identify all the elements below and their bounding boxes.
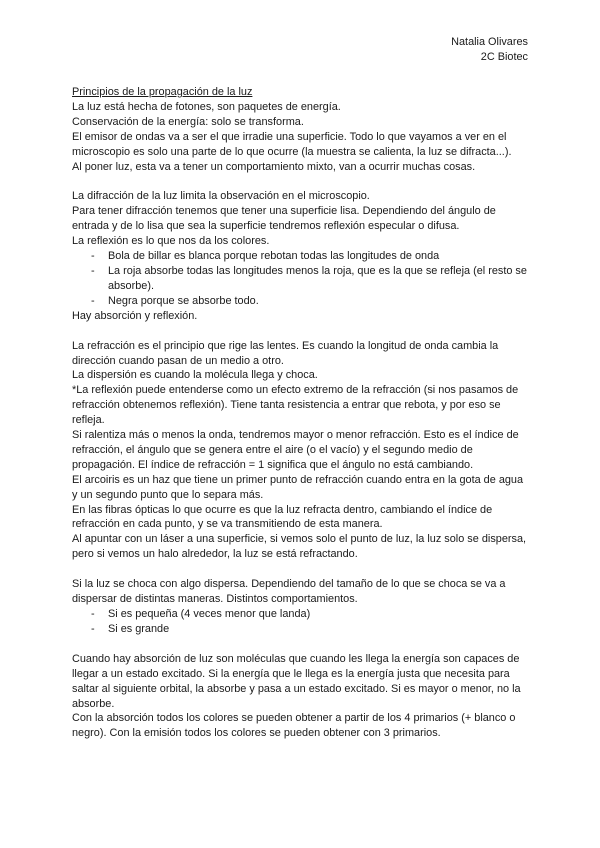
spacer [72, 562, 530, 577]
paragraph: La dispersión es cuando la molécula llega y choca. [72, 369, 318, 382]
paragraph-group-diffraction [72, 189, 530, 323]
list-item: - Bola de billar es blanca porque rebotan todas las longitudes de onda [72, 249, 530, 264]
paragraph: La reflexión es lo que nos da los colores. [72, 235, 270, 248]
spacer [72, 637, 530, 652]
paragraph: Para tener difracción tenemos que tener una superficie lisa. Dependiendo del ángulo de entrada y de lo lisa que sea la superficie tendremos reflexión especular o difusa. [72, 205, 496, 233]
list-item: - La roja absorbe todas las longitudes menos la roja, que es la que se refleja (el resto se absorbe). [72, 264, 530, 294]
spacer [72, 174, 530, 189]
paragraph: La refracción es el principio que rige las lentes. Es cuando la longitud de onda cambia la dirección cuando pasan de un medio a otro. [72, 339, 499, 367]
paragraph: El emisor de ondas va a ser el que irradie una superficie. Todo lo que vayamos a ver en el microscopio es solo una parte de lo que ocurre (la muestra se calienta, la luz se difracta...). [72, 130, 512, 158]
paragraph: Conservación de la energía: solo se transforma. [72, 115, 304, 128]
paragraph: Al poner luz, esta va a tener un comportamiento mixto, van a ocurrir muchas cosas. [72, 160, 476, 173]
document-body [72, 85, 530, 741]
list-item: - Si es grande [72, 622, 530, 637]
paragraph: La difracción de la luz limita la observación en el microscopio. [72, 190, 370, 203]
spacer [72, 324, 530, 339]
paragraph-group-absorption [72, 652, 530, 741]
paragraph: Con la absorción todos los colores se pueden obtener a partir de los 4 primarios (+ blanco o negro). Con la emisión todos los colores se pueden obtener con 3 primarios. [72, 712, 516, 740]
list-item: - Negra porque se absorbe todo. [72, 294, 530, 309]
paragraph: *La reflexión puede entenderse como un efecto extremo de la refracción (si nos pasamos de refracción obtenemos reflexión). Tiene tanta resistencia a entrar que rebota, y por eso se refleja. [72, 384, 519, 427]
size-list [72, 607, 530, 637]
author-name: Natalia Olivares [451, 36, 528, 48]
list-item: - Si es pequeña (4 veces menor que landa) [72, 607, 530, 622]
paragraph: Al apuntar con un láser a una superficie, si vemos solo el punto de luz, la luz solo se dispersa, pero si vemos un halo alrededor, la luz se está refractando. [72, 533, 527, 561]
section-title: Principios de la propagación de la luz [72, 86, 253, 98]
paragraph: Si ralentiza más o menos la onda, tendremos mayor o menor refracción. Esto es el índice de refracción, el ángulo que se genera entre el aire (o el vacío) y el segundo medio de propagación. El índice de refracción = 1 significa que el ángulo no está cambiando. [72, 429, 519, 471]
paragraph: En las fibras ópticas lo que ocurre es que la luz refracta dentro, cambiando el índice de refracción en cada punto, y se va transmitiendo de esta manera. [72, 503, 493, 531]
paragraph-group-intro [72, 100, 530, 175]
paragraph: Hay absorción y reflexión. [72, 309, 198, 322]
colors-list [72, 249, 530, 309]
paragraph: El arcoiris es un haz que tiene un primer punto de refracción cuando entra en la gota de agua y un segundo punto que lo separa más. [72, 473, 524, 501]
paragraph-group-refraction [72, 339, 530, 563]
page-header [451, 35, 528, 65]
paragraph: Cuando hay absorción de luz son moléculas que cuando les llega la energía son capaces de llegar a un estado excitado. Si la energía que le llega es la energía justa que necesita para saltar al siguiente orbital, la absorbe y pasa a un estado excitado. Si es mayor o menor, no la absorbe. [72, 652, 521, 710]
paragraph-group-dispersion [72, 577, 530, 637]
paragraph: La luz está hecha de fotones, son paquetes de energía. [72, 100, 341, 113]
course-label: 2C Biotec [480, 51, 528, 63]
paragraph: Si la luz se choca con algo dispersa. Dependiendo del tamaño de lo que se choca se va a dispersar de distintas maneras. Distintos comportamientos. [72, 578, 506, 606]
